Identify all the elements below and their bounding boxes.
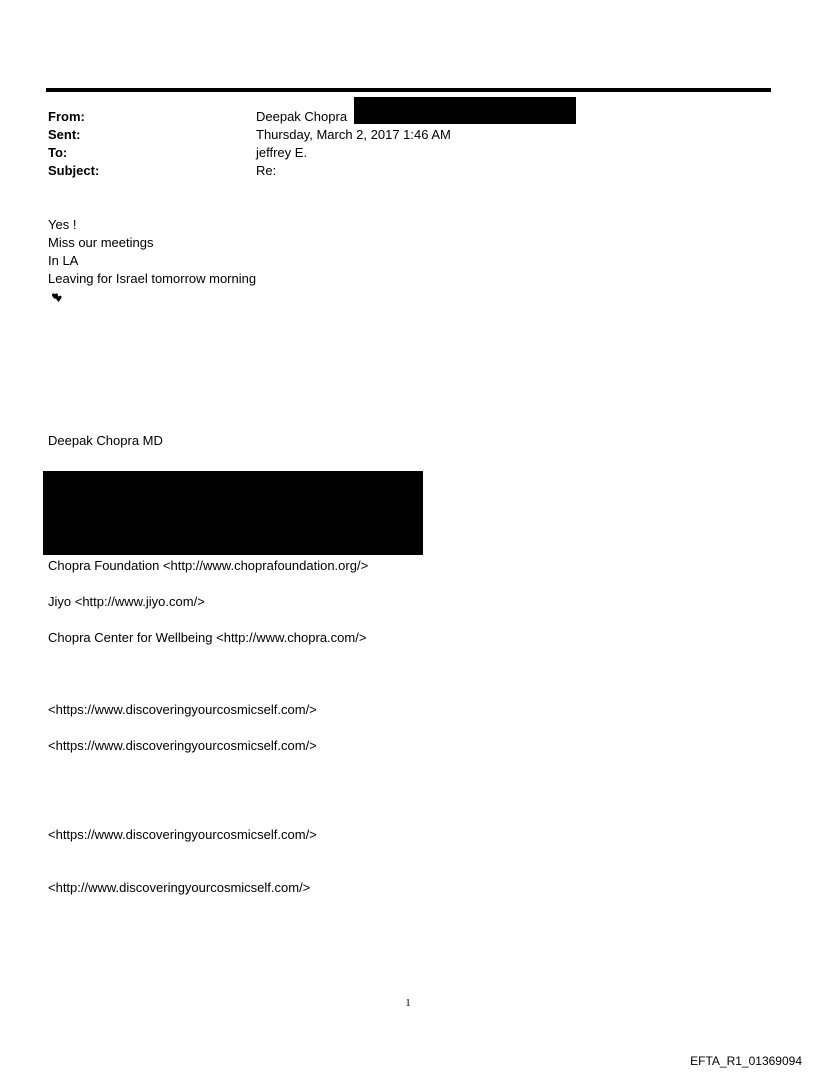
redacted-signature-block (43, 471, 423, 555)
from-label: From: (48, 109, 85, 124)
body-line: Miss our meetings (48, 235, 154, 250)
signature-link[interactable]: <https://www.discoveringyourcosmicself.com/> (48, 702, 317, 717)
signature-link[interactable]: <https://www.discoveringyourcosmicself.com/> (48, 738, 317, 753)
signature-link[interactable]: Chopra Center for Wellbeing <http://www.chopra.com/> (48, 630, 367, 645)
redacted-sender-email (354, 97, 576, 124)
body-line: Leaving for Israel tomorrow morning (48, 271, 257, 286)
header-divider (46, 88, 771, 92)
from-value: Deepak Chopra (256, 109, 348, 124)
heart-icon (48, 292, 64, 304)
subject-label: Subject: (48, 163, 100, 178)
signature-link[interactable]: Chopra Foundation <http://www.choprafoundation.org/> (48, 558, 369, 573)
document-id: EFTA_R1_01369094 (690, 1054, 802, 1068)
sent-value: Thursday, March 2, 2017 1:46 AM (256, 127, 451, 142)
body-line: Yes ! (48, 217, 77, 232)
sent-label: Sent: (48, 127, 81, 142)
signature-link[interactable]: <https://www.discoveringyourcosmicself.com/> (48, 827, 317, 842)
body-line: In LA (48, 253, 79, 268)
signature-name: Deepak Chopra MD (48, 433, 163, 448)
to-value: jeffrey E. (256, 145, 308, 160)
page-number: 1 (405, 997, 411, 1009)
subject-value: Re: (256, 163, 277, 178)
signature-link[interactable]: Jiyo <http://www.jiyo.com/> (48, 594, 205, 609)
to-label: To: (48, 145, 68, 160)
signature-link[interactable]: <http://www.discoveringyourcosmicself.com/> (48, 880, 311, 895)
